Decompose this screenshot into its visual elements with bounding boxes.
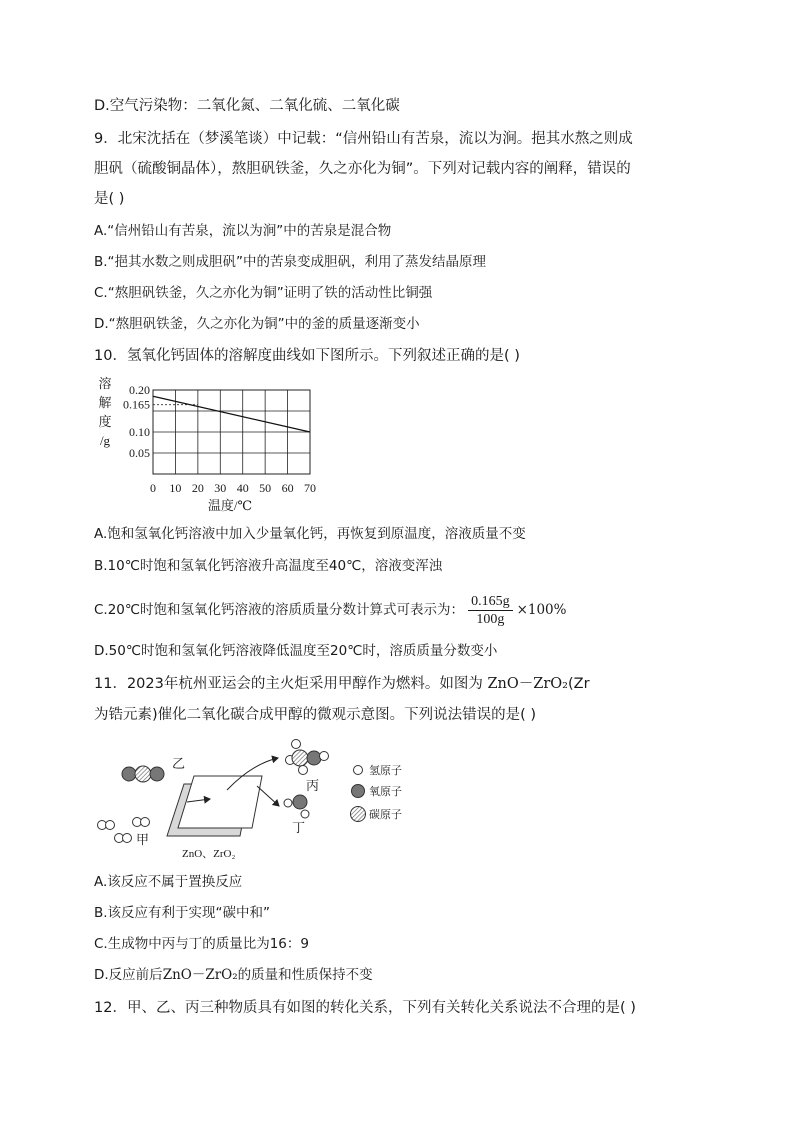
mass-fraction-formula	[468, 593, 513, 628]
water-molecule	[284, 795, 309, 818]
x-tick-label: 30	[214, 481, 227, 495]
h2-molecule-2	[133, 818, 150, 827]
catalyst-formula-inline: ZnO－ZrO₂	[162, 967, 238, 983]
legend-oxygen: 氧原子	[369, 786, 402, 798]
h2-molecule-1	[98, 821, 115, 830]
y-tick-label: 0.10	[129, 425, 150, 439]
x-tick-label: 0	[150, 481, 156, 495]
q11-option-d-pre: D.反应前后	[94, 967, 163, 983]
q11-stem-text: 11．2023年杭州亚运会的主火炬采用甲醇作为燃料。如图为	[94, 676, 483, 692]
q10-option-b: B.10℃时饱和氢氧化钙溶液升高温度至40℃，溶液变浑浊	[94, 558, 443, 574]
x-tick-label: 50	[259, 481, 272, 495]
solubility-curve	[153, 396, 310, 432]
q9-option-a: A.“信州铅山有苦泉，流以为涧”中的苦泉是混合物	[94, 223, 392, 239]
q10-option-c-text: C.20℃时饱和氢氧化钙溶液的溶质质量分数计算式可表示为：	[94, 602, 465, 618]
q11-option-c: C.生成物中丙与丁的质量比为16：9	[94, 936, 309, 952]
q10-stem: 10．氢氧化钙固体的溶解度曲线如下图所示。下列叙述正确的是( )	[94, 348, 520, 364]
q9-stem-line3: 是( )	[94, 191, 125, 207]
q10-option-d: D.50℃时饱和氢氧化钙溶液降低温度至20℃时，溶质质量分数变小	[94, 643, 498, 659]
label-ding: 丁	[292, 820, 306, 835]
legend	[351, 763, 403, 822]
q11-option-a: A.该反应不属于置换反应	[94, 874, 243, 890]
q9-option-c: C.“熬胆矾铁釜，久之亦化为铜”证明了铁的活动性比铜强	[94, 285, 433, 301]
y-tick-label: 0.05	[129, 446, 150, 460]
x-axis-label: 温度/℃	[207, 498, 253, 513]
legend-hydrogen: 氢原子	[369, 765, 402, 777]
q9-option-b: B.“挹其水数之则成胆矾”中的苦泉变成胆矾，利用了蒸发结晶原理	[94, 254, 487, 270]
y-tick-label: 0.20	[129, 383, 150, 397]
methanol-molecule	[286, 740, 329, 775]
catalyst-label: ZnO、ZrO₂	[182, 848, 236, 860]
q9-stem-line1: 9．北宋沈括在（梦溪笔谈）中记载：“信州铅山有苦泉，流以为涧。挹其水熬之则成	[94, 131, 633, 147]
x-tick-label: 60	[281, 481, 294, 495]
y-axis-label-char: 解	[98, 395, 112, 410]
q11-stem-line1	[94, 674, 590, 694]
y-axis-label-char: 度	[98, 414, 112, 429]
x-tick-label: 10	[169, 481, 182, 495]
label-yi: 乙	[172, 756, 186, 771]
label-bing: 丙	[306, 778, 320, 793]
q11-stem-tail: (Zr	[567, 676, 590, 692]
product-arrow-water	[257, 786, 279, 806]
y-tick-label: 0.165	[123, 397, 150, 412]
h2-molecule-3	[115, 834, 132, 843]
q12-stem: 12．甲、乙、丙三种物质具有如图的转化关系，下列有关转化关系说法不合理的是( )	[94, 1000, 636, 1016]
y-axis-label-char: 溶	[98, 376, 112, 391]
legend-carbon: 碳原子	[369, 809, 402, 821]
fraction-multiplier: ×100%	[516, 602, 567, 618]
label-jia: 甲	[136, 832, 150, 847]
co2-molecule	[122, 766, 164, 782]
x-tick-label: 40	[236, 481, 249, 495]
x-tick-label: 20	[191, 481, 204, 495]
y-axis-label-char: /g	[99, 433, 111, 448]
q10-option-c	[94, 592, 566, 628]
q9-stem-line2: 胆矾（硫酸铜晶体），熬胆矾铁釜，久之亦化为铜”。下列对记载内容的阐释，错误的	[94, 161, 631, 177]
q11-option-d	[94, 965, 373, 985]
q8-option-d: D.空气污染物：二氧化氮、二氧化硫、二氧化碳	[94, 98, 400, 114]
fraction-denominator: 100g	[476, 611, 505, 627]
q9-option-d: D.“熬胆矾铁釜，久之亦化为铜”中的釜的质量逐渐变小	[94, 316, 420, 332]
q10-option-a: A.饱和氢氧化钙溶液中加入少量氧化钙，再恢复到原温度，溶液质量不变	[94, 526, 526, 542]
q11-option-d-post: 的质量和性质保持不变	[237, 967, 373, 983]
q11-option-b: B.该反应有利于实现“碳中和”	[94, 905, 271, 921]
x-tick-label: 70	[304, 481, 316, 495]
q11-stem-line2: 为锆元素)催化二氧化碳合成甲醇的微观示意图。下列说法错误的是( )	[94, 707, 537, 723]
catalyst-formula: ZnO－ZrO₂	[487, 676, 568, 692]
fraction-numerator: 0.165g	[468, 593, 513, 611]
solubility-chart	[90, 372, 340, 517]
reaction-diagram	[92, 734, 422, 866]
